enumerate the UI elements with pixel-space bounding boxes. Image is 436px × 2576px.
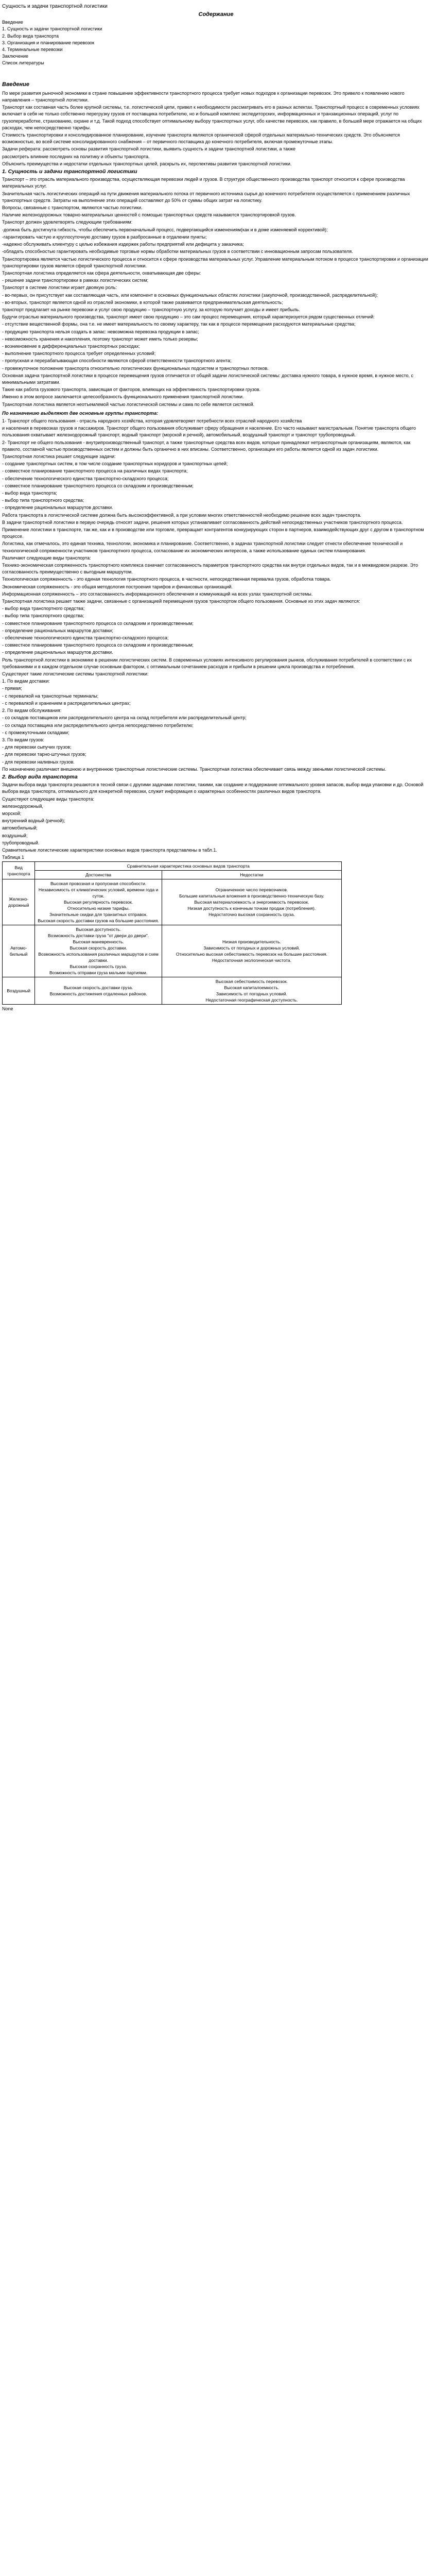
paragraph: Наличие железнодорожных товарно-материальных ценностей с помощью транспортных средств называются транспортировкой грузов. xyxy=(2,212,296,218)
table-cell-line: Возможность достижения отдаленных районов. xyxy=(49,991,147,997)
paragraph: - с перевалкой и хранением в распределительных центрах; xyxy=(2,700,131,706)
table-cell-line: Относительно низкие тарифы. xyxy=(67,906,130,911)
table-cell-kind: Воздушный xyxy=(3,977,35,1005)
paragraph: Экономическая сопряженность - это общая методология построения тарифов и финансовых организаций. xyxy=(2,584,233,589)
paragraph: Существуют такие логистические системы транспортной логистики: xyxy=(2,671,149,677)
paragraph: Транспортная логистика решает также задачи, связанные с организацией перемещения грузов транспортом общего пользования. Основные из этих задач являются: xyxy=(2,599,360,604)
paragraph: 3. По видам грузов: xyxy=(2,737,44,742)
paragraph: - со склада поставщика или распределительного центра непосредственно потребителю; xyxy=(2,722,194,728)
section1-types xyxy=(2,562,430,677)
paragraph: - выбор вида транспортного средства; xyxy=(2,606,85,612)
paragraph: Транспортная логистика является неотъемлемой частью логистической системы и сама по себе является системой. xyxy=(2,401,255,407)
paragraph: - во-вторых, транспорт является одной из отраслей экономики, в которой также развивается предпринимательская деятельность; xyxy=(2,299,283,305)
paragraph: - обеспечение технологического единства транспортно-складского процесса; xyxy=(2,476,169,481)
table-cell-line: Высокая капиталоемкость. xyxy=(224,985,280,991)
table-cell-line: Зависимость от погодных и дорожных условий. xyxy=(203,945,300,951)
table-cell-line: Низкая доступность к конечным точкам продаж (потребления). xyxy=(187,906,316,911)
section2-body xyxy=(2,782,430,854)
paragraph: Существуют следующие виды транспорта: xyxy=(2,796,95,802)
table-cell-line: Возможность доставки груза "от двери до двери". xyxy=(47,933,149,939)
paragraph: Будучи отраслью материального производства, транспорт имеет свою продукцию – это сам процесс перемещения, который характеризуется рядом существенных отличий: xyxy=(2,314,375,320)
paragraph: воздушный; xyxy=(2,833,28,838)
paragraph: - со складов поставщиков или распределительного центра на склад потребителя или распределительный центр; xyxy=(2,715,247,721)
section1-systems xyxy=(2,678,430,773)
paragraph: - для перевозки сыпучих грузов; xyxy=(2,744,72,750)
paragraph: железнодорожный, xyxy=(2,803,43,809)
table-cell-disadvantages xyxy=(162,879,341,925)
paragraph: Основная задача транспортной логистики в процессе перемещения грузов отличается от общей задачи логистической системы: доставка нужного товара, в нужное время, в нужное место, с минимальными затратами. xyxy=(2,372,413,385)
table-cell-line: Независимость от климатических условий, времени года и суток. xyxy=(38,887,159,899)
paragraph: - пропускная и перерабатывающая способности являются сферой ответственности транспортного агента; xyxy=(2,358,232,364)
table-cell-line: Высокая материалоемкость и энергоемкость перевозок. xyxy=(194,900,309,905)
paragraph: - выбор типа транспортного средства; xyxy=(2,498,84,503)
table-body xyxy=(3,879,342,1005)
paragraph: - определение рациональных маршрутов доставки. xyxy=(2,650,113,655)
table-cell-line: Значительные скидки для транзитных отправок. xyxy=(49,912,148,918)
table-header-kind: Вид транспорта xyxy=(3,862,35,879)
section1-more xyxy=(2,519,430,554)
section1-list-heading: По назначению выделяют две основные группы транспорта: xyxy=(2,410,159,416)
paragraph: - решение задачи транспортировки в рамках логистических систем; xyxy=(2,278,149,283)
paragraph: Такие как работа грузового транспорта, зависящая от факторов, влияющих на эффективность транспортировки грузов. xyxy=(2,387,261,393)
table-cell-kind: Автомо-бильный xyxy=(3,925,35,977)
paragraph: - для перевозки тарно-штучных грузов; xyxy=(2,752,86,757)
paragraph: автомобильный; xyxy=(2,825,38,831)
intro-heading: Введение xyxy=(2,81,29,88)
paragraph: Стоимость транспортировки и консолидированное планирование, изучение транспорта являются органической сферой отдельных материально-технических средств. Это объясняется возможностью, во всей системе консолидированного снабжения – от первичного поставщика до конечного потребителя, включая промежуточные этапы. xyxy=(2,132,400,145)
table-header-row xyxy=(3,871,342,879)
section1-types-heading: Различают следующие виды транспорта: xyxy=(2,555,91,561)
paragraph: - невозможность хранения и накопления, поэтому транспорт может иметь только резервы; xyxy=(2,336,198,342)
paragraph: Транспортировка является частью логистического процесса и относится к сфере производства материальных услуг. Управление материальным потоком в процессе транспортировки и организации транспортировки грузов является сферой транспортной логистики. xyxy=(2,256,428,268)
paragraph: - отсутствие вещественной формы, она т.е. не имеет материальность по своему характеру, так как в процессе перемещения расходуются материальные средства; xyxy=(2,321,356,327)
paragraph: - создание транспортных систем, в том числе создание транспортных коридоров и транспортных цепей; xyxy=(2,461,228,467)
paragraph: - определение рациональных маршрутов доставки. xyxy=(2,505,113,511)
paragraph: Именно в этом вопросе заключается целесообразность функционального применения транспортной логистики. xyxy=(2,394,244,400)
table-cell-disadvantages xyxy=(162,925,341,977)
paragraph: - с перевалкой на транспортные терминалы; xyxy=(2,693,99,699)
paragraph: - выполнение транспортного процесса требует определенных условий; xyxy=(2,351,156,357)
paragraph: Применение логистики в транспорте, так же, как и в производстве или торговле, превращает контрагентов конкурирующих сторон в партнеров, взаимодействующих друг с другом в транспортном процессе. xyxy=(2,527,424,539)
paragraph: Сравнительные логистические характеристики основных видов транспорта представлены в табл.1. xyxy=(2,847,217,853)
paragraph: - совместное планирование транспортного процесса на различных видах транспорта; xyxy=(2,468,188,474)
table-cell-line: Возможность отправки груза малыми партиями. xyxy=(49,970,148,976)
table-cell-line: Высокая сохранность груза. xyxy=(69,964,127,970)
paragraph: Вопросы, связанные с транспортом, являются частью логистики. xyxy=(2,205,143,211)
paragraph: Работа транспорта в логистической системе должна быть высокоэффективной, а при условии многих ответственностей необходимо решение всех задач транспорта. xyxy=(2,512,361,518)
paragraph: -должна быть достигнута гибкость, чтобы обеспечить первоначальный процесс, подвергающийся изменениям(как и в доме изменяемой коррективой); xyxy=(2,227,328,232)
paragraph: - совместное планирование транспортного процесса со складским и производственным; xyxy=(2,620,194,626)
paragraph: Транспортная логистика определяется как сфера деятельности, охватывающая две сферы: xyxy=(2,270,201,276)
table-cell-line: Высокая скорость доставки. xyxy=(69,945,127,951)
contents-heading: Содержание xyxy=(198,11,234,18)
paragraph: Роль транспортной логистики в экономике в решении логистических систем. В современных условиях интенсивного регулирования рынков, обслуживания потребителей в соответствии с их требованиями и в каждом отдельном случае основным фактором, с оптимальным сочетанием расходов и прибыли в решении цикла производства и потребления. xyxy=(2,657,412,669)
toc-item[interactable]: 1. Сущность и задачи транспортной логистики xyxy=(2,26,102,32)
paragraph: рассмотреть влияние последних на политику и объекты транспорта. xyxy=(2,154,150,159)
paragraph: - промежуточное положение транспорта относительно логистических функциональных подсистем и транспортных потоков. xyxy=(2,365,269,371)
paragraph: В задачи транспортной логистики в первую очередь относят задачи, решения которых устанавливает согласованность действий непосредственных участников транспортного процесса. xyxy=(2,519,403,525)
paragraph: По назначению различают внешнюю и внутреннюю транспортные логистические системы. Транспортная логистика обеспечивает связь между звеньями логистической системы. xyxy=(2,766,387,772)
paragraph: Задачи выбора вида транспорта решаются в тесной связи с другими задачами логистики, такими, как создание и поддержание оптимального уровня запасов, выбор вида упаковки и др. Основой выбора вида транспорта, оптимального для конкретной перевозки, служит информация о характерных особенностях различных видов транспорта. xyxy=(2,782,424,794)
paragraph: транспорт предлагает на рынке перевозки и услуг свою продукцию – транспортную услугу, за которую получает доходы и имеет прибыль. xyxy=(2,307,300,312)
table-cell-line: Высокая маневренность. xyxy=(73,939,124,945)
paragraph: Задачи реферата: рассмотреть основы развития транспортной логистики, выявить сущность и задачи транспортной логистики, а также xyxy=(2,146,295,152)
table-cell-line: Высокая скорость доставки грузов на большие расстояния. xyxy=(38,918,159,924)
table-title: Сравнительная характеристика основных видов транспорта xyxy=(35,862,342,871)
table-caption: Таблица 1 xyxy=(2,855,24,860)
document-title: Сущность и задачи транспортной логистики xyxy=(2,4,108,9)
paragraph: -обладать способностью гарантировать необходимые торговые нормы обработки материальных грузов в соответствии с инновационным запросам пользователя. xyxy=(2,249,353,255)
paragraph: - во-первых, он присутствует как составляющая часть, или компонент в основных функциональных областях логистики (закупочной, производственной, распределительной); xyxy=(2,292,378,298)
table-cell-line: Зависимость от погодных условий. xyxy=(216,991,287,997)
table-cell-line: Большие капитальные вложения в производственно-техническую базу. xyxy=(179,893,324,899)
paragraph: Транспорт должен удовлетворять следующим требованиям: xyxy=(2,219,133,225)
table-cell-line: Возможность использования различных маршрутов и схем доставки. xyxy=(38,952,159,963)
paragraph: 2- Транспорт не общего пользования - внутрипроизводственный транспорт, а также транспортные средства всех видов, которые принадлежат нетранспортным организациям, являются, как правило, составной частью производственных систем и должны быть органично в них вписаны. Соответственно, организации его работы является одной из задач логистики. xyxy=(2,439,411,452)
table-header-disadvantages: Недостатки xyxy=(162,871,341,879)
paragraph: и населения в перевозках грузов и пассажиров. Транспорт общего пользования обслуживает сферу обращения и население. Его часто называют магистральным. Понятие транспорта общего пользования охватывает железнодорожный транспорт, водный транспорт (морской и речной), автомобильный, воздушный транспорт и транспорт трубопроводный. xyxy=(2,426,416,438)
paragraph: Объяснить преимущества и недостатки отдельных транспортных целей, раскрыть их, перспективы развития транспортной логистики. xyxy=(2,161,292,166)
table-cell-line: Ограниченное число перевозчиков. xyxy=(215,887,288,893)
paragraph: - прямая; xyxy=(2,686,22,691)
table-cell-line: Высокая регулярность перевозок. xyxy=(64,900,133,905)
paragraph: Транспорт как составная часть более крупной системы, т.е. логистической цепи, привел к необходимости рассматривать его в разных аспектах. Транспортный процесс в современных условиях включает в себя не только собственно перегрузку грузов от поставщика потребителю, но и большой комплекс экспедиторских, информационных и транзакционных операций, услуг по грузопереработке, страхованию, охране и т.д. Такой подход способствует оптимальному выбору транспортных услуг, обо качестве перевозок, как правило, в большей мере отражается на общих расходах, чем непосредственно тарифы. xyxy=(2,105,422,130)
paragraph: -надежно обслуживать клиентуру с целью избежания издержек работы предприятий или дефицита у заказчика; xyxy=(2,242,244,247)
paragraph: - выбор типа транспортного средства; xyxy=(2,613,84,619)
toc-item[interactable]: 2. Выбор вида транспорта xyxy=(2,33,59,39)
paragraph: трубопроводный. xyxy=(2,840,40,845)
paragraph: - совместное планирование транспортного процесса со складским и производственным; xyxy=(2,642,194,648)
paragraph: По мере развития рыночной экономики в стране повышение эффективности транспортного процесса требует новых подходов к организации перевозок. Это привело к появлению нового направления – транспортной логистики. xyxy=(2,90,405,103)
table-header-advantages: Достоинства xyxy=(35,871,162,879)
table-cell-advantages xyxy=(35,879,162,925)
paragraph: Транспорт – это отрасль материального производства, осуществляющая перевозки людей и грузов. В структуре общественного производства транспорт относится к сфере производства материальных услуг. xyxy=(2,177,405,189)
section1-heading: 1. Сущность и задачи транспортной логистики xyxy=(2,168,137,175)
paragraph: - выбор вида транспорта; xyxy=(2,490,57,496)
paragraph: Технико-экономическая сопряженность транспортного комплекса означает согласованность параметров транспортного средства как внутри отдельных видов, так и в межвидовом разрезе. Это согласованность преимущественно с выгодным маршрутом. xyxy=(2,563,418,575)
toc-item[interactable]: 3. Организация и планирование перевозок xyxy=(2,40,95,45)
paragraph: Логистика, как отмечалось, это единая техника, технологии, экономика и планирование. Соответственно, в задачах транспортной логистики следует отнести обеспечение технической и технологической сопряженности участников транспортного процесса, согласование их экономических интересов, а также использование единых систем планирования. xyxy=(2,541,403,553)
table-cell-disadvantages xyxy=(162,977,341,1005)
paragraph: - обеспечение технологического единства транспортно-складского процесса; xyxy=(2,635,169,641)
table-cell-line: Высокая себестоимость перевозок. xyxy=(215,979,288,985)
paragraph: - продукцию транспорта нельзя создать в запас: невозможна перевозка продукции в запас; xyxy=(2,329,199,334)
table-cell-line: Низкая производительность. xyxy=(222,939,281,945)
table-row xyxy=(3,925,342,977)
paragraph: 1- Транспорт общего пользования - отрасль народного хозяйства, которая удовлетворяет потребности всех отраслей народного хозяйства xyxy=(2,418,302,423)
table-cell-line: Недостаточная географическая доступность. xyxy=(205,997,298,1003)
table-title-row xyxy=(3,862,342,871)
paragraph: Транспортная логистика решает следующие задачи: xyxy=(2,453,116,459)
paragraph: 2. По видам обслуживания: xyxy=(2,708,62,714)
table-cell-advantages xyxy=(35,977,162,1005)
paragraph: внутренний водный (речной); xyxy=(2,818,65,824)
toc-item[interactable]: Список литературы xyxy=(2,60,44,66)
paragraph: - определение рациональных маршрутов доставки; xyxy=(2,628,113,633)
footer-note: None xyxy=(2,1006,13,1012)
section1-body xyxy=(2,176,430,408)
toc-item[interactable]: 4. Терминальные перевозки xyxy=(2,47,63,53)
paragraph: Значительная часть логистических операций на пути движения материального потока от первичного источника сырья до конечного потребителя осуществляется с применением различных транспортных средств. Затраты на выполнение этих операций составляют до 50% от суммы общих затрат на логистику. xyxy=(2,191,410,203)
table-of-contents xyxy=(2,19,430,66)
paragraph: Технологическая сопряженность - это единая технология транспортного процесса, в частности, непосредственная перевалка грузов, обработка товара. xyxy=(2,577,331,582)
toc-item[interactable]: Заключение xyxy=(2,54,28,59)
paragraph: - возникновение в дифференциальных транспортных расходах; xyxy=(2,343,141,349)
table-row xyxy=(3,879,342,925)
paragraph: Информационная сопряженность – это согласованность информационного обеспечения и коммуникаций на всех узлах транспортной системы. xyxy=(2,591,313,597)
paragraph: морской; xyxy=(2,810,22,816)
table-cell-line: Высокая провозная и пропускная способности. xyxy=(50,881,147,887)
comparison-table xyxy=(2,861,342,1005)
paragraph: - с промежуточными складами; xyxy=(2,730,69,735)
paragraph: 1. По видам доставки: xyxy=(2,679,50,684)
document-page xyxy=(0,0,432,1018)
table-row xyxy=(3,977,342,1005)
table-cell-line: Высокая скорость доставки груза. xyxy=(63,985,133,991)
section2-heading: 2. Выбор вида транспорта xyxy=(2,773,78,780)
paragraph: Транспорт в системе логистики играет двоякую роль: xyxy=(2,285,117,291)
paragraph: - для перевозки наливных грузов. xyxy=(2,759,75,765)
intro-body xyxy=(2,90,430,167)
table-cell-line: Высокая доступность. xyxy=(76,927,121,933)
toc-item[interactable]: Введение xyxy=(2,20,23,25)
table-cell-line: Относительно высокая себестоимость перевозок на большие расстояния. xyxy=(176,952,328,957)
table-cell-kind: Железно-дорожный xyxy=(3,879,35,925)
paragraph: - совместное планирование транспортного процесса со складским и производственным; xyxy=(2,483,194,488)
table-cell-advantages xyxy=(35,925,162,977)
table-cell-line: Недостаточно высокая сохранность груза. xyxy=(208,912,295,918)
section1-list xyxy=(2,418,430,519)
paragraph: -гарантировать частую и круглосуточную доставку грузов в разбросанные в отдалении пункты; xyxy=(2,234,207,240)
table-cell-line: Недостаточная экологическая чистота. xyxy=(212,958,291,963)
